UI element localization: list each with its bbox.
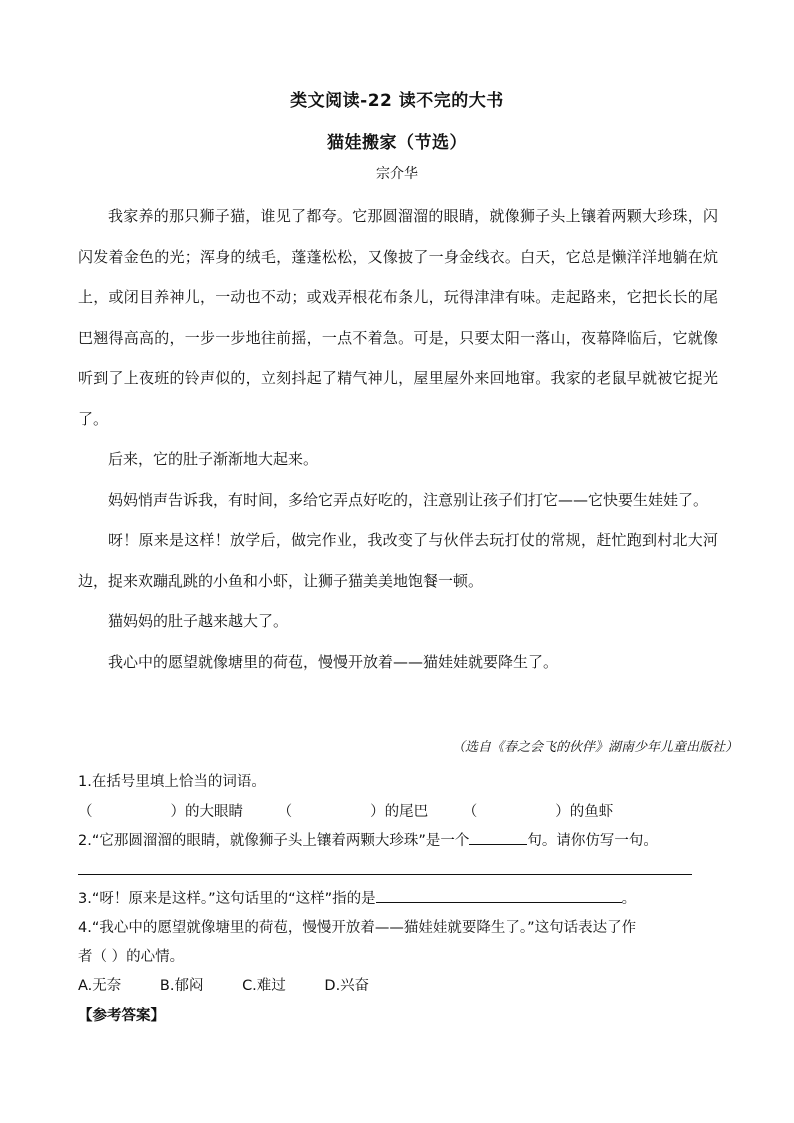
article-paragraph: 猫妈妈的肚子越来越大了。 — [108, 612, 289, 630]
question-3 — [78, 887, 738, 908]
article-source: （选自《春之会飞的伙伴》湖南少年儿童出版社） — [451, 740, 738, 755]
question-4-continued: 者（ ）的心情。 — [78, 949, 185, 965]
question-1: 1.在括号里填上恰当的词语。 — [78, 774, 266, 790]
paren-close: ） — [555, 804, 570, 820]
question-3-text: 3.“呀！原来是这样。”这句话里的“这样”指的是 — [78, 891, 376, 907]
question-3-text-end: 。 — [621, 891, 637, 907]
article-title: 猫娃搬家（节选） — [327, 133, 467, 153]
question-1-blanks — [78, 800, 738, 821]
option-d[interactable]: D.兴奋 — [324, 978, 370, 994]
paren-close: ） — [170, 804, 185, 820]
question-2-text: 2.“它那圆溜溜的眼睛，就像狮子头上镶着两颗大珍珠”是一个 — [78, 833, 470, 849]
option-b[interactable]: B.郁闷 — [159, 978, 204, 994]
fill-blank[interactable] — [469, 830, 527, 845]
article-paragraph: 我心中的愿望就像塘里的荷苞，慢慢开放着——猫娃娃就要降生了。 — [108, 652, 559, 671]
answer-line[interactable] — [78, 874, 692, 875]
blank-label: 的鱼虾 — [569, 804, 614, 820]
article-paragraph: 后来，它的肚子渐渐地大起来。 — [108, 450, 319, 468]
option-a[interactable]: A.无奈 — [78, 978, 122, 994]
question-2-text-end: 句。请你仿写一句。 — [527, 833, 658, 849]
blank-label: 的大眼睛 — [185, 804, 243, 820]
article-author: 宗介华 — [376, 166, 418, 182]
answer-heading: 【参考答案】 — [78, 1008, 165, 1024]
paren-open: （ — [277, 804, 293, 820]
paren-open: （ — [462, 804, 478, 820]
paren-close: ） — [370, 804, 385, 820]
question-4: 4.“我心中的愿望就像塘里的荷苞，慢慢开放着——猫娃娃就要降生了。”这句话表达了作 — [78, 920, 637, 936]
option-c[interactable]: C.难过 — [242, 978, 286, 994]
fill-blank[interactable] — [376, 888, 622, 903]
blank-label: 的尾巴 — [384, 804, 429, 820]
page-title: 类文阅读-22 读不完的大书 — [290, 91, 504, 111]
question-4-options — [78, 974, 738, 995]
article-paragraph: 呀！原来是这样！放学后，做完作业，我改变了与伙伴去玩打仗的常规，赶忙跑到村北大河边，捉来欢蹦乱跳的小鱼和小虾，让狮子猫美美地饱餐一顿。 — [78, 531, 718, 590]
article-paragraph: 妈妈悄声告诉我，有时间，多给它弄点好吃的，注意别让孩子们打它——它快要生娃娃了。 — [108, 490, 709, 509]
question-2 — [78, 829, 738, 850]
paren-open: （ — [78, 804, 93, 820]
article-body — [78, 196, 718, 682]
article-paragraph: 我家养的那只狮子猫，谁见了都夸。它那圆溜溜的眼睛，就像狮子头上镶着两颗大珍珠，闪闪发着金色的光；浑身的绒毛，蓬蓬松松，又像披了一身金线衣。白天，它总是懒洋洋地躺在炕上，或闭目养神儿，一动也不动；或戏弄根花布条儿，玩得津津有味。走起路来，它把长长的尾巴翘得高高的，一步一步地往前摇，一点不着急。可是，只要太阳一落山，夜幕降临后，它就像听到了上夜班的铃声似的，立刻抖起了精气神儿，屋里屋外来回地窜。我家的老鼠早就被它捉光了。 — [78, 207, 718, 428]
